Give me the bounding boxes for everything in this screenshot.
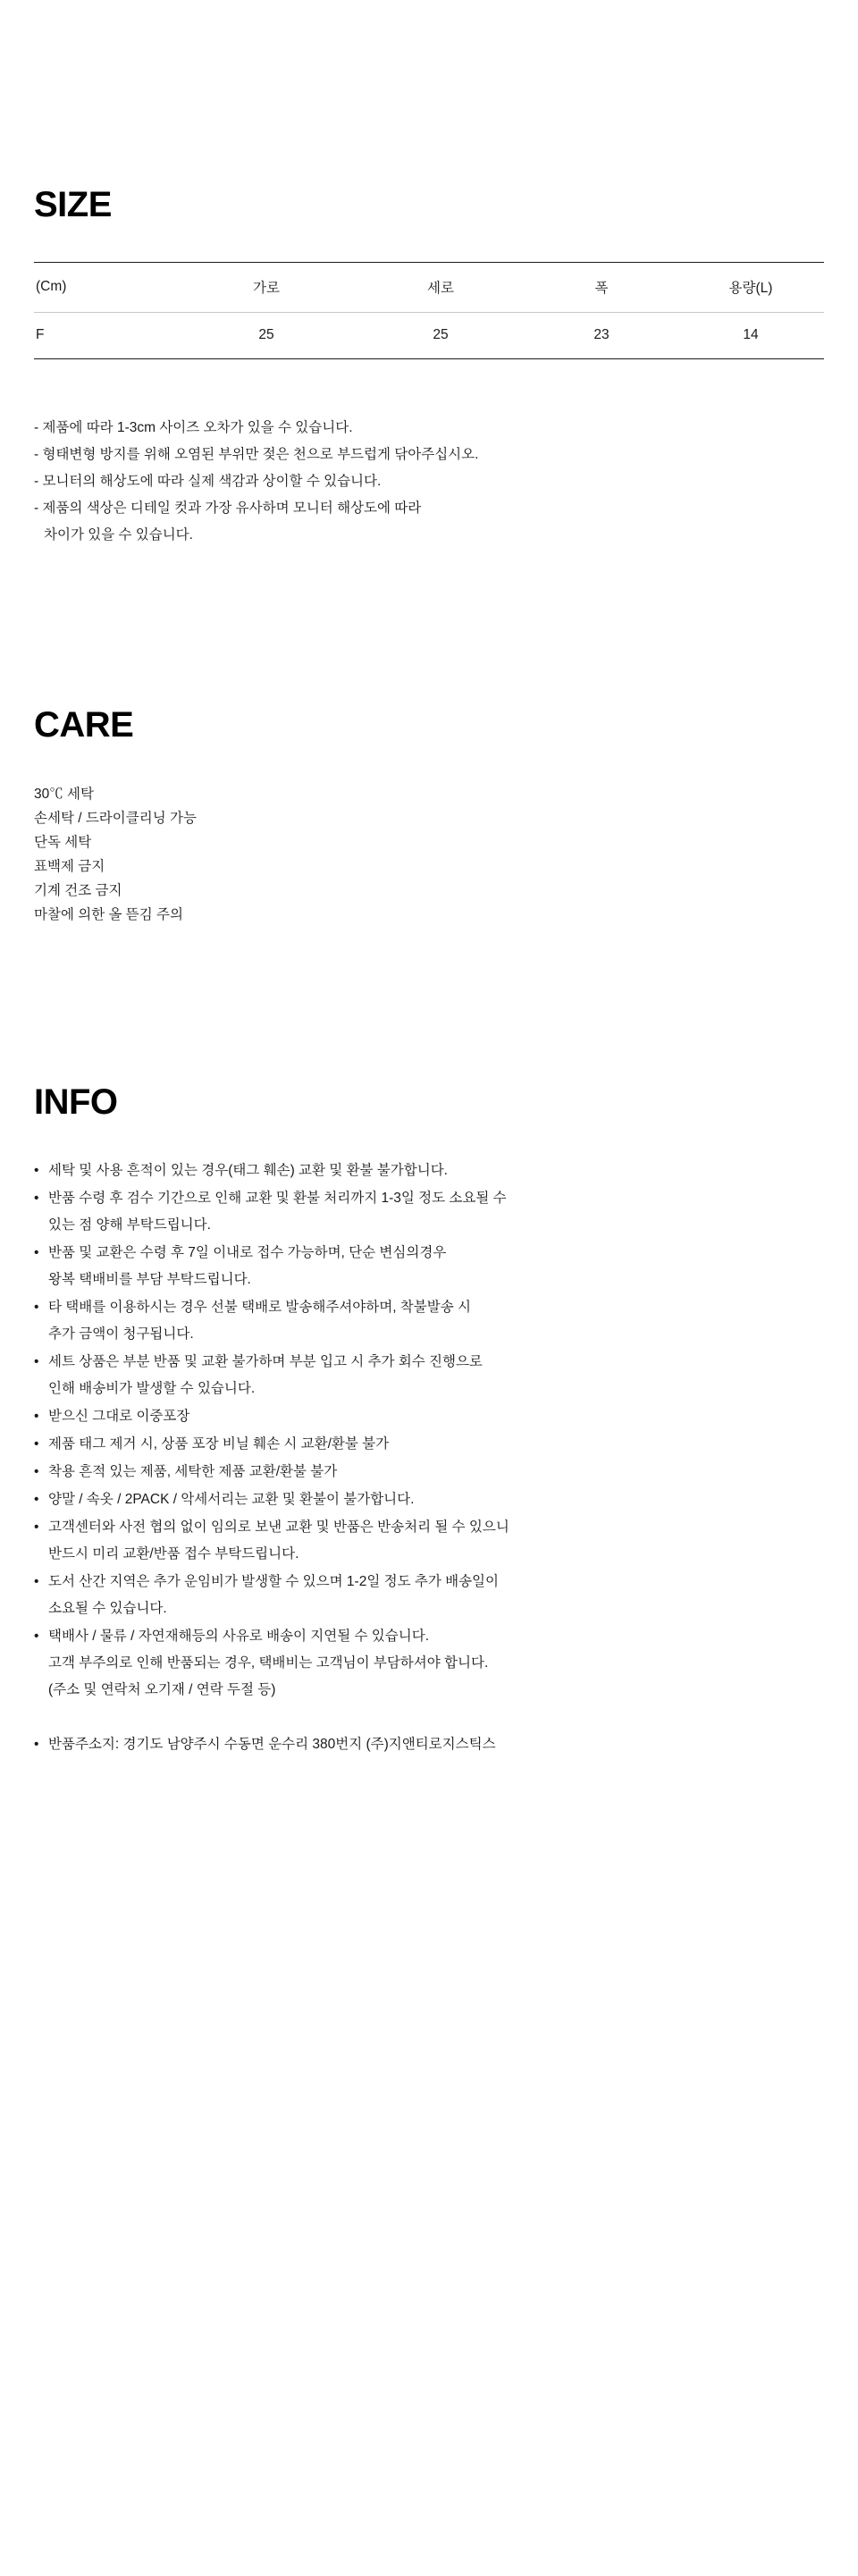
care-item: 30℃ 세탁 bbox=[34, 786, 94, 802]
size-note: - 제품의 색상은 디테일 컷과 가장 유사하며 모니터 해상도에 따라 bbox=[34, 500, 422, 516]
spacer bbox=[34, 1705, 824, 1731]
list-item bbox=[34, 1240, 824, 1293]
column-header-capacity: 용량(L) bbox=[728, 280, 773, 296]
column-header-unit: (Cm) bbox=[36, 278, 67, 294]
product-detail-page bbox=[0, 24, 858, 1759]
table-row bbox=[34, 312, 824, 358]
list-item bbox=[34, 1569, 824, 1622]
size-note: - 모니터의 해상도에 따라 실제 색감과 상이할 수 있습니다. bbox=[34, 473, 382, 489]
care-item: 단독 세탁 bbox=[34, 834, 92, 850]
bullet-icon: • bbox=[34, 1492, 39, 1508]
list-item bbox=[34, 1514, 824, 1568]
size-note: - 제품에 따라 1-3cm 사이즈 오차가 있을 수 있습니다. bbox=[34, 419, 353, 435]
info-item-text: 택배사 / 물류 / 자연재해등의 사유로 배송이 지연될 수 있습니다. 고객 부주의로 인해 반품되는 경우, 택배비는 고객님이 부담하셔야 합니다. (주소 및 연락처 오기재 / 연락 두절 등) bbox=[48, 1629, 489, 1698]
info-item-text: 고객센터와 사전 협의 없이 임의로 보낸 교환 및 반품은 반송처리 될 수 있으니 반드시 미리 교환/반품 접수 부탁드립니다. bbox=[48, 1520, 509, 1562]
return-address-text: 반품주소지: 경기도 남양주시 수동면 운수리 380번지 (주)지앤티로지스틱스 bbox=[48, 1737, 496, 1753]
info-item-text: 반품 및 교환은 수령 후 7일 이내로 접수 가능하며, 단순 변심의경우 왕복 택배비를 부담 부탁드립니다. bbox=[48, 1245, 447, 1288]
bullet-icon: • bbox=[34, 1436, 39, 1452]
bullet-icon: • bbox=[34, 1354, 39, 1370]
size-table bbox=[34, 262, 824, 359]
table-header-row bbox=[34, 262, 824, 312]
column-header-depth: 폭 bbox=[594, 280, 609, 296]
column-header-width: 가로 bbox=[253, 280, 280, 296]
info-item-text: 도서 산간 지역은 추가 운임비가 발생할 수 있으며 1-2일 정도 추가 배송일이 소요될 수 있습니다. bbox=[48, 1574, 499, 1617]
bullet-icon: • bbox=[34, 1520, 39, 1536]
bullet-icon: • bbox=[34, 1245, 39, 1261]
size-note: 차이가 있을 수 있습니다. bbox=[44, 526, 193, 543]
info-item-text: 받으신 그대로 이중포장 bbox=[48, 1409, 190, 1425]
info-item-text: 제품 태그 제거 시, 상품 포장 비닐 훼손 시 교환/환불 불가 bbox=[48, 1436, 390, 1452]
list-item bbox=[34, 1349, 824, 1402]
bullet-icon: • bbox=[34, 1464, 39, 1480]
list-item bbox=[34, 1623, 824, 1704]
info-item-text: 타 택배를 이용하시는 경우 선불 택배로 발송해주셔야하며, 착불발송 시 추가 금액이 청구됩니다. bbox=[48, 1300, 471, 1343]
bullet-icon: • bbox=[34, 1163, 39, 1179]
care-item: 기계 건조 금지 bbox=[34, 882, 122, 898]
info-section-title: INFO bbox=[34, 1082, 118, 1123]
bullet-icon: • bbox=[34, 1629, 39, 1645]
size-table-head bbox=[34, 262, 824, 312]
info-item-text: 양말 / 속옷 / 2PACK / 악세서리는 교환 및 환불이 불가합니다. bbox=[48, 1492, 415, 1508]
size-table-body bbox=[34, 312, 824, 358]
care-item: 표백제 금지 bbox=[34, 858, 105, 874]
info-item-text: 반품 수령 후 검수 기간으로 인해 교환 및 환불 처리까지 1-3일 정도 소요될 수 있는 점 양해 부탁드립니다. bbox=[48, 1191, 507, 1233]
return-address-item bbox=[34, 1731, 824, 1758]
bullet-icon: • bbox=[34, 1191, 39, 1207]
cell-width: 25 bbox=[258, 326, 274, 342]
list-item bbox=[34, 1486, 824, 1513]
info-list bbox=[34, 1158, 824, 1758]
info-item-text: 착용 흔적 있는 제품, 세탁한 제품 교환/환불 불가 bbox=[48, 1464, 338, 1480]
column-header-height: 세로 bbox=[427, 280, 454, 296]
size-section-title: SIZE bbox=[34, 184, 112, 224]
cell-capacity: 14 bbox=[743, 326, 759, 342]
bullet-icon: • bbox=[34, 1300, 39, 1316]
list-item bbox=[34, 1431, 824, 1458]
bullet-icon: • bbox=[34, 1737, 39, 1753]
size-table-container bbox=[34, 262, 824, 359]
cell-size-label: F bbox=[36, 326, 45, 342]
care-item: 마찰에 의한 올 뜯김 주의 bbox=[34, 906, 183, 922]
info-item-text: 세탁 및 사용 흔적이 있는 경우(태그 훼손) 교환 및 환불 불가합니다. bbox=[48, 1163, 448, 1179]
list-item bbox=[34, 1459, 824, 1486]
size-note: - 형태변형 방지를 위해 오염된 부위만 젖은 천으로 부드럽게 닦아주십시오. bbox=[34, 446, 479, 462]
cell-height: 25 bbox=[433, 326, 449, 342]
list-item bbox=[34, 1403, 824, 1430]
care-list bbox=[34, 782, 824, 927]
care-section-title: CARE bbox=[34, 704, 134, 745]
care-item: 손세탁 / 드라이클리닝 가능 bbox=[34, 810, 197, 826]
cell-depth: 23 bbox=[593, 326, 610, 342]
list-item bbox=[34, 1158, 824, 1184]
info-item-text: 세트 상품은 부분 반품 및 교환 불가하며 부분 입고 시 추가 회수 진행으로 인해 배송비가 발생할 수 있습니다. bbox=[48, 1354, 483, 1397]
list-item bbox=[34, 1294, 824, 1348]
bullet-icon: • bbox=[34, 1409, 39, 1425]
list-item bbox=[34, 1185, 824, 1239]
bullet-icon: • bbox=[34, 1574, 39, 1590]
size-notes bbox=[34, 415, 824, 549]
